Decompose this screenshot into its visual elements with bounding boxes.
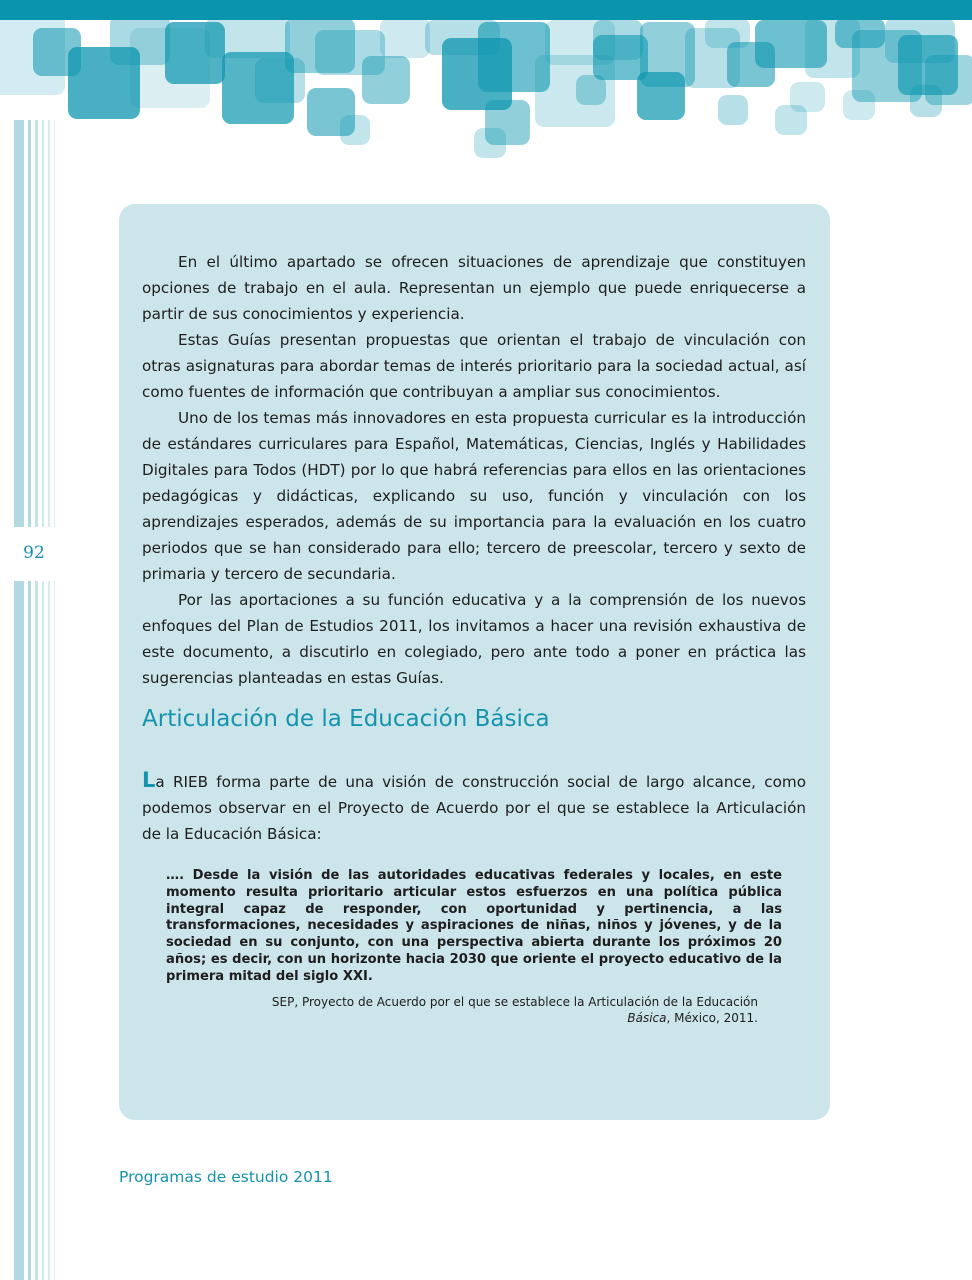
quote-citation xyxy=(200,994,758,1026)
intro-paragraph xyxy=(142,767,806,847)
drop-cap: L xyxy=(142,768,156,792)
paragraph: Estas Guías presentan propuestas que orientan el trabajo de vinculación con otras asignaturas para abordar temas de interés prioritario para la sociedad actual, así como fuentes de información que contribuyan a ampliar sus conocimientos. xyxy=(142,331,806,401)
block-quote: …. Desde la visión de las autoridades educativas federales y locales, en este momento resulta prioritario articular estos esfuerzos en una política pública integral capaz de responder, con oportunidad y pertinencia, a las transformaciones, necesidades y aspiraciones de niñas, niños y jóvenes, y de la sociedad en su conjunto, con una perspectiva abierta durante los próximos 20 años; es decir, con un horizonte hacia 2030 que oriente el proyecto educativo de la primera mitad del siglo XXI. xyxy=(166,868,782,984)
page-number: 92 xyxy=(23,543,45,563)
paragraph: Por las aportaciones a su función educativa y a la comprensión de los nuevos enfoques del Plan de Estudios 2011, los invitamos a hacer una revisión exhaustiva de este documento, a discutirlo en colegiado, pero ante todo a poner en práctica las sugerencias planteadas en estas Guías. xyxy=(142,591,806,687)
intro-text: a RIEB forma parte de una visión de construcción social de largo alcance, como podemos observar en el Proyecto de Acuerdo por el que se establece la Articulación de la Educación Básica: xyxy=(142,773,806,843)
citation-italic: Básica xyxy=(627,1011,667,1025)
body-text xyxy=(142,249,806,691)
citation-end: , México, 2011. xyxy=(666,1011,758,1025)
paragraph: En el último apartado se ofrecen situaciones de aprendizaje que constituyen opciones de trabajo en el aula. Representan un ejemplo que puede enriquecerse a partir de sus conocimientos y experiencia. xyxy=(142,253,806,323)
citation-text: SEP, Proyecto de Acuerdo por el que se establece la Articulación de la Educación xyxy=(271,995,758,1009)
decorative-side-stripes xyxy=(14,120,58,1280)
decorative-header-squares xyxy=(0,0,972,165)
footer-title: Programas de estudio 2011 xyxy=(119,1168,333,1186)
paragraph: Uno de los temas más innovadores en esta propuesta curricular es la introducción de estándares curriculares para Español, Matemáticas, Ciencias, Inglés y Habilidades Digitales para Todos (HDT) por lo que habrá referencias para ellos en las orientaciones pedagógicas y didácticas, explicando su uso, función y vinculación con los aprendizajes esperados, además de su importancia para la evaluación en los cuatro periodos que se han considerado para ello; tercero de preescolar, tercero y sexto de primaria y tercero de secundaria. xyxy=(142,409,806,583)
section-heading: Articulación de la Educación Básica xyxy=(142,706,550,732)
